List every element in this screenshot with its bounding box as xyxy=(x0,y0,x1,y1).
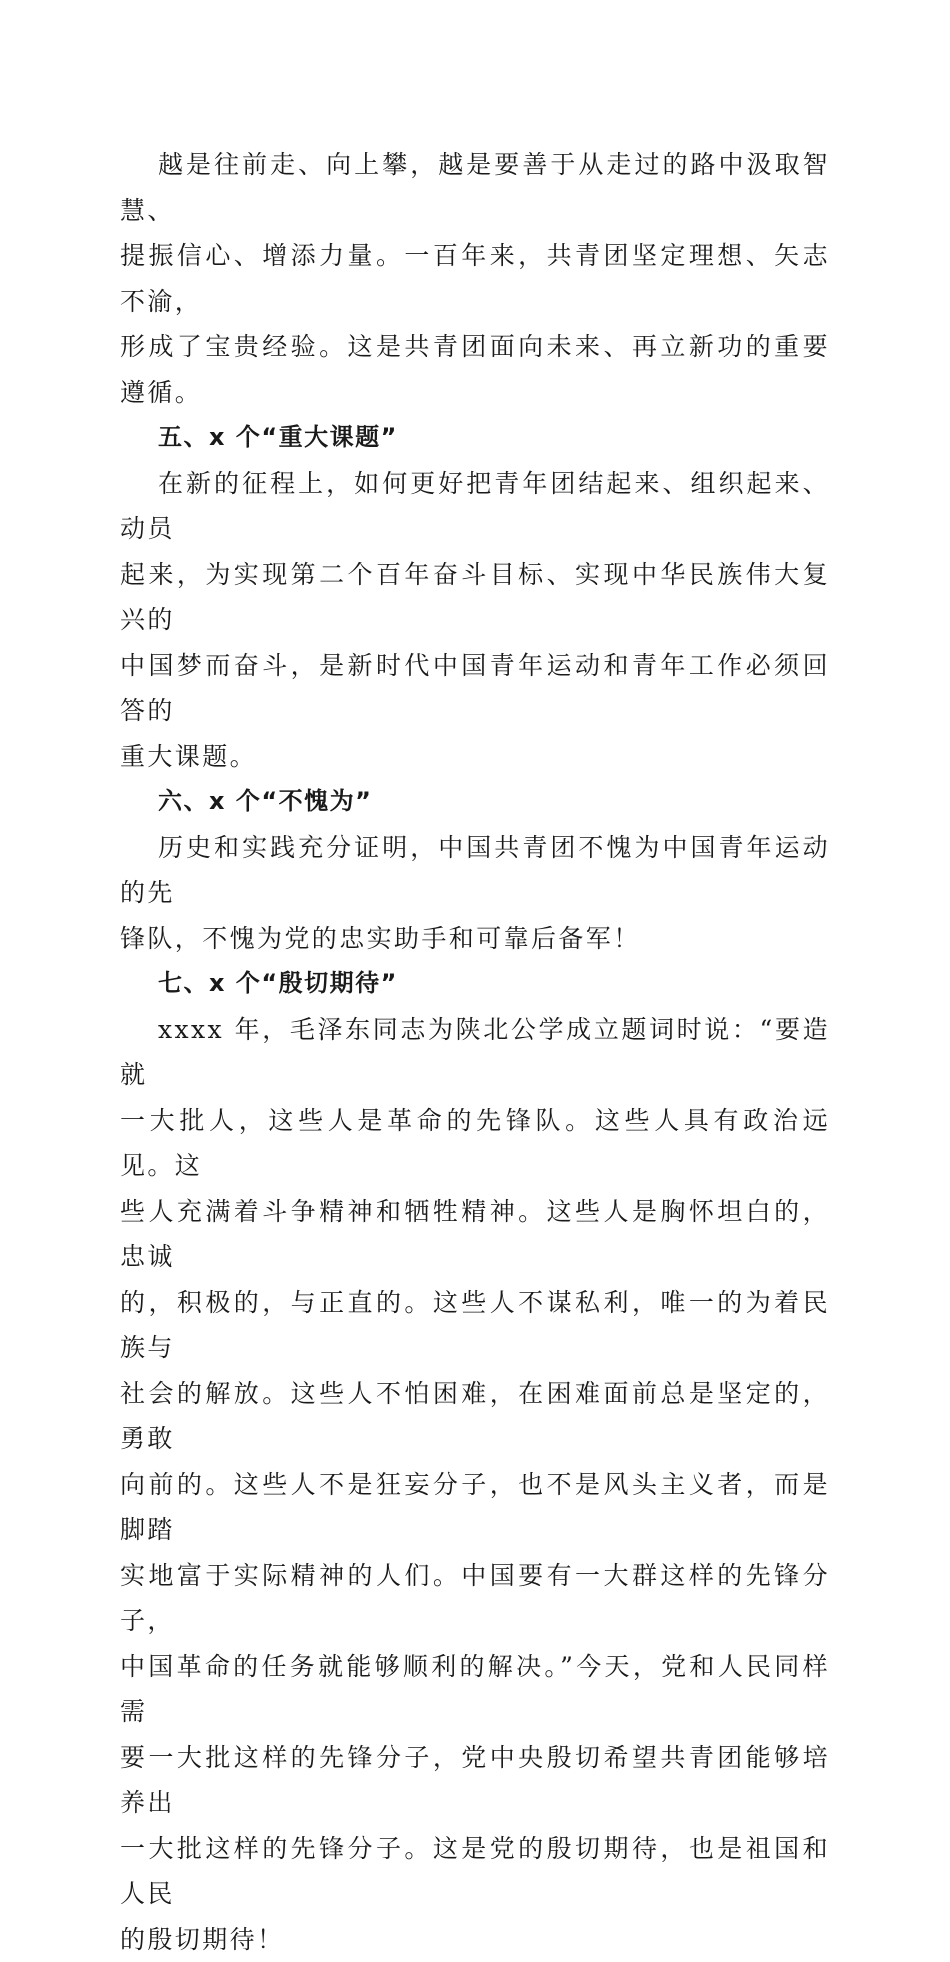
document-page xyxy=(120,142,830,1962)
intro-paragraph: 越是往前走、向上攀，越是要善于从走过的路中汲取智慧、 提振信心、增添力量。一百年来，共青团坚定理想、矢志不渝， 形成了宝贵经验。这是共青团面向未来、再立新功的重要遵循。 xyxy=(120,142,830,415)
section-heading-major-topics: 五、x 个“重大课题” xyxy=(120,415,830,461)
section-paragraph-worthy: 历史和实践充分证明，中国共青团不愧为中国青年运动的先 锋队，不愧为党的忠实助手和可靠后备军！ xyxy=(120,825,830,962)
section-paragraph-major-topics: 在新的征程上，如何更好把青年团结起来、组织起来、动员 起来，为实现第二个百年奋斗目标、实现中华民族伟大复兴的 中国梦而奋斗，是新时代中国青年运动和青年工作必须回答的 重大课题。 xyxy=(120,461,830,780)
section-heading-expectations: 七、x 个“殷切期待” xyxy=(120,961,830,1007)
section-heading-worthy: 六、x 个“不愧为” xyxy=(120,779,830,825)
section-paragraph-expectations: xxxx 年，毛泽东同志为陕北公学成立题词时说：“要造就 一大批人，这些人是革命的先锋队。这些人具有政治远见。这 些人充满着斗争精神和牺牲精神。这些人是胸怀坦白的，忠诚 的，积极的，与正直的。这些人不谋私利，唯一的为着民族与 社会的解放。这些人不怕困难，在困难面前总是坚定的，勇敢 向前的。这些人不是狂妄分子，也不是风头主义者，而是脚踏 实地富于实际精神的人们。中国要有一大群这样的先锋分子， 中国革命的任务就能够顺利的解决。”今天，党和人民同样需 要一大批这样的先锋分子，党中央殷切希望共青团能够培养出 一大批这样的先锋分子。这是党的殷切期待，也是祖国和人民 的殷切期待！ xyxy=(120,1007,830,1962)
